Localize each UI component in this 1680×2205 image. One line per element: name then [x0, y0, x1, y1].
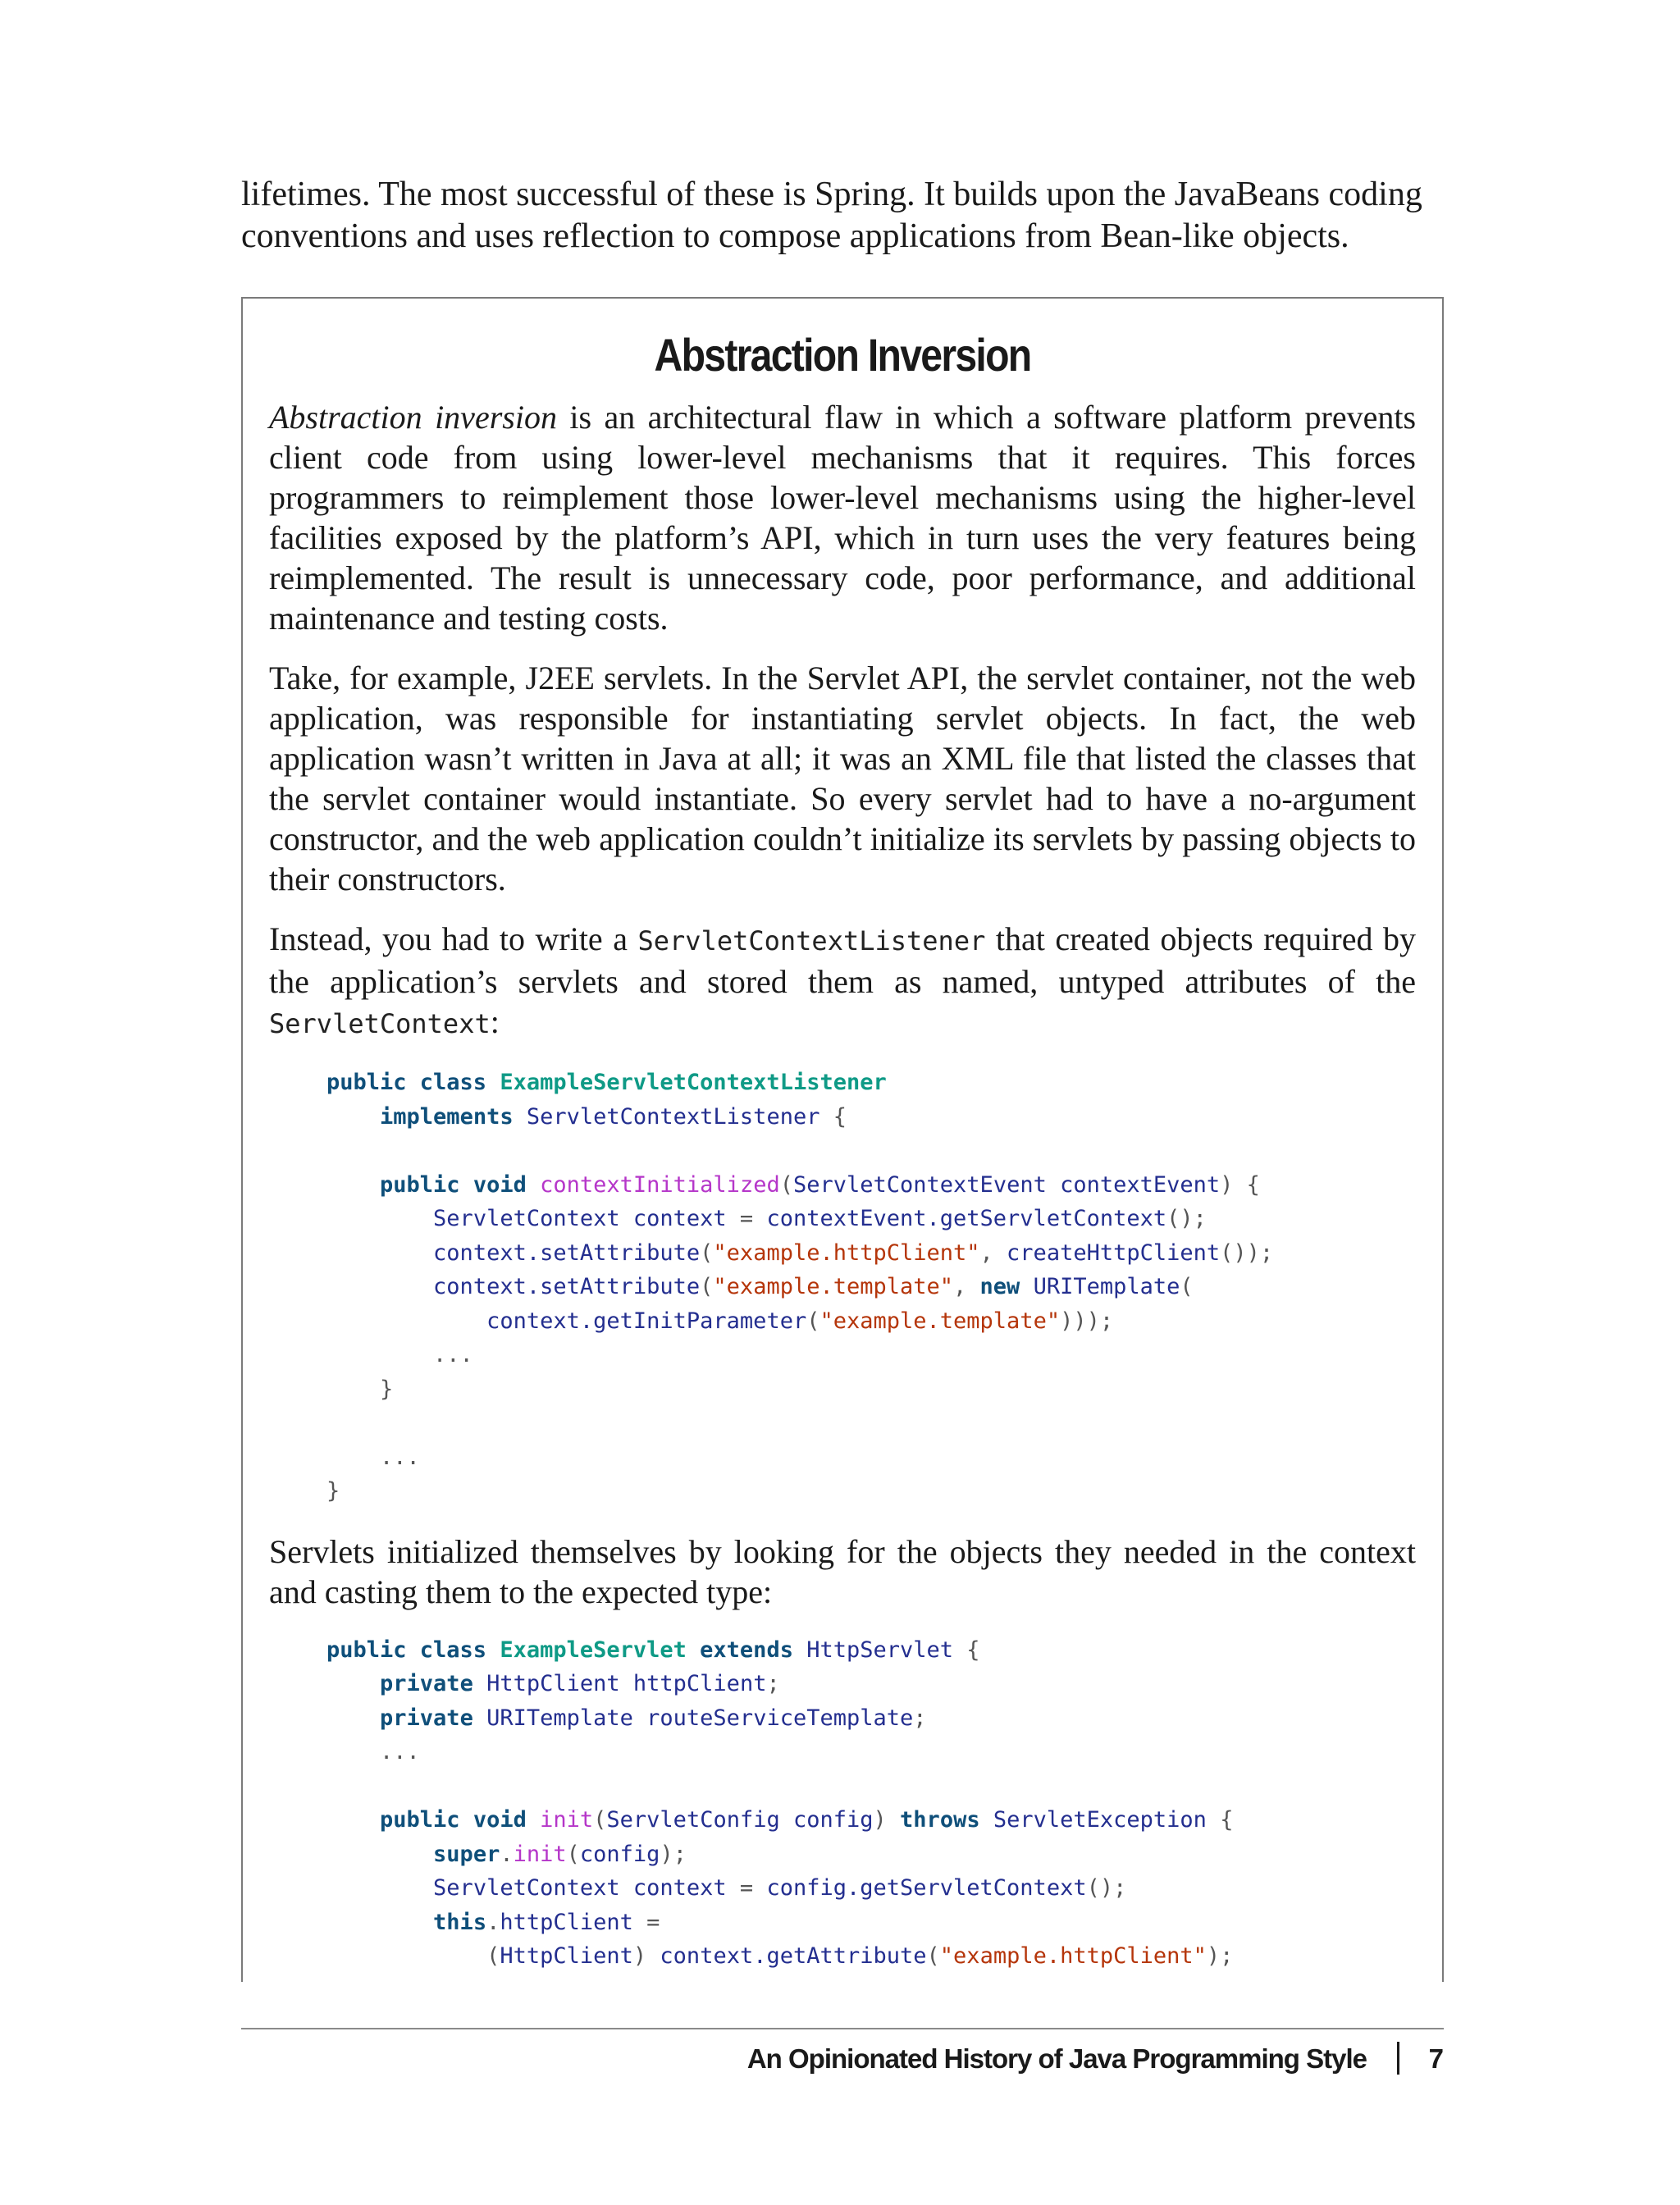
- paragraph-definition: Abstraction inversion is an architectural flaw in which a software platform prevents client code from using lower-level mechanisms that it requires. This forces programmers to reimplement those lower-level mechanisms using the higher-level facilities exposed by the platform’s API, which in turn uses the very features being reimplemented. The result is unnecessary code, poor performance, and additional maintenance and testing costs.: [269, 399, 1417, 637]
- running-title: An Opinionated History of Java Programming Style: [746, 2043, 1367, 2074]
- code-block-servlet: public class ExampleServlet extends HttpServlet { private HttpClient httpClient; private URITemplate routeServiceTemplate; ... public void init(ServletConfig config) throws ServletException { super.init(config); ServletContext context = config.getServletContext(); this.httpClient = (HttpClient) context.getAttribute("example.httpClient");: [326, 1637, 1234, 1969]
- page-footer: [241, 2038, 1444, 2088]
- sidebar-box: [241, 297, 1444, 1982]
- inline-code: ServletContextListener: [637, 925, 986, 956]
- sidebar-title: Abstraction Inversion: [654, 329, 1031, 381]
- footer-divider: [241, 2028, 1444, 2029]
- intro-paragraph: [241, 174, 1444, 258]
- paragraph-example: Take, for example, J2EE servlets. In the Servlet API, the servlet container, not the web application, was responsible for instantiating servlet objects. In fact, the web application wasn’t written in Java at all; it was an XML file that listed the classes that the servlet container would instantiate. So every servlet had to have a no-argument constructor, and the web application couldn’t initialize its servlets by passing objects to their constructors.: [269, 660, 1416, 897]
- page-number: 7: [1428, 2043, 1444, 2074]
- intro-line-1: lifetimes. The most successful of these is Spring. It builds upon the JavaBeans coding: [241, 176, 1422, 213]
- paragraph-servlets: Servlets initialized themselves by looking for the objects they needed in the context and casting them to the expected type:: [269, 1532, 1416, 1610]
- paragraph-instead: Instead, you had to write a ServletContextListener that created objects required by the application’s servlets and stored them as named, untyped attributes of the ServletContext:: [269, 920, 1416, 1040]
- inline-code: ServletContext: [269, 1008, 491, 1039]
- term-emphasis: Abstraction inversion: [269, 399, 557, 436]
- intro-line-2: conventions and uses reflection to compose applications from Bean-like objects.: [241, 217, 1349, 255]
- code-block-listener: public class ExampleServletContextListener implements ServletContextListener { public void contextInitialized(ServletContextEvent contextEvent) { ServletContext context = contextEvent.getServletContext(); context.setAttribute("example.httpClient", createHttpClient()); context.setAttribute("example.template", new URITemplate( context.getInitParameter("example.template"))); ... } ... }: [326, 1070, 1274, 1504]
- sidebar-body: [243, 382, 1442, 1974]
- footer-separator: [1397, 2042, 1399, 2075]
